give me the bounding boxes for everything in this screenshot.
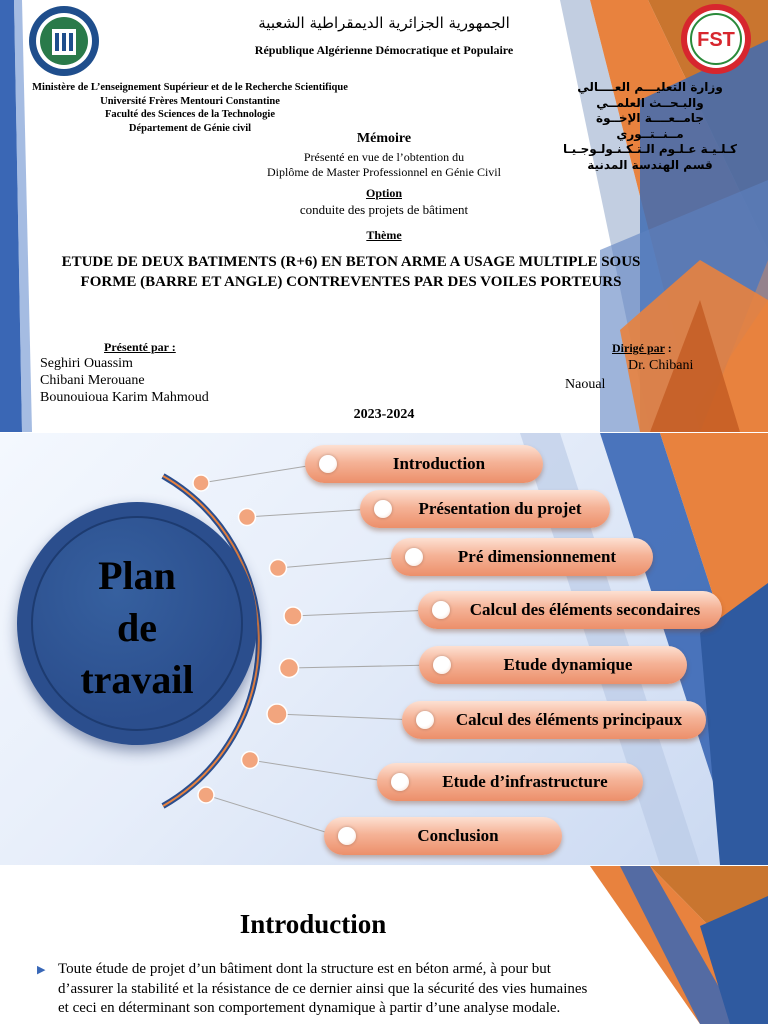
- french-republic-title: République Algérienne Démocratique et Populaire: [254, 43, 514, 57]
- presented-by-label: Présenté par :: [104, 340, 176, 354]
- bullet-dot-icon: [338, 827, 356, 845]
- plan-item-pre-dimensionnement: [391, 538, 653, 576]
- bullet-dot-icon: [391, 773, 409, 791]
- plan-item-presentation: [360, 490, 610, 528]
- plan-item-conclusion: [324, 817, 562, 855]
- memoire-title: Mémoire: [356, 131, 412, 146]
- plan-slide: [0, 433, 768, 865]
- plan-item-elements-principaux: [402, 701, 706, 739]
- faculty-logo: [680, 3, 752, 75]
- directed-by-text: Dirigé par: [612, 341, 665, 355]
- plan-title: [17, 550, 257, 706]
- supervisor-name-continued: Naoual: [565, 377, 606, 392]
- plan-item-label: Conclusion: [417, 826, 499, 845]
- plan-item-introduction: [305, 445, 543, 483]
- plan-item-label: Calcul des éléments secondaires: [469, 600, 701, 619]
- plan-item-label: Etude dynamique: [503, 655, 633, 674]
- university-logo: [28, 5, 100, 77]
- option-label: Option: [365, 186, 402, 200]
- option-value: conduite des projets de bâtiment: [299, 202, 469, 217]
- introduction-text: Toute étude de projet d’un bâtiment dont la structure est en béton armé, à pour but d’assurer la stabilité et la résistance de ce dernier ainsi que la sécurité des vies humaines et ceci en déterminant son comportement dynamique à partir d’une analyse modale.: [58, 961, 588, 1016]
- ministry-block: [10, 81, 370, 135]
- arabic-republic-title: الجمهورية الجزائرية الديمقراطية الشعبية: [258, 14, 510, 32]
- arabic-line: قسم الهندسة المدنية: [587, 157, 713, 172]
- plan-item-infrastructure: [377, 763, 643, 801]
- plan-title-line: de: [117, 605, 157, 650]
- plan-title-line: travail: [80, 657, 194, 702]
- arabic-line: وزارة التعليـــم العــــالي: [577, 80, 723, 94]
- memoire-subtitle-1: Présenté en vue de l’obtention du: [303, 150, 465, 164]
- plan-item-elements-secondaires: [418, 591, 722, 629]
- supervisor-name: Dr. Chibani: [628, 358, 694, 373]
- memoire-subtitle-2: Diplôme de Master Professionnel en Génie Civil: [267, 165, 501, 179]
- arabic-line: والبـحــث العلمــي: [596, 95, 704, 110]
- plan-item-label: Calcul des éléments principaux: [455, 710, 683, 729]
- plan-item-etude-dynamique: [419, 646, 687, 684]
- academic-year: 2023-2024: [353, 407, 415, 422]
- student-name: Seghiri Ouassim: [40, 356, 133, 371]
- directed-by-colon: :: [664, 341, 672, 355]
- plan-item-label: Présentation du projet: [418, 499, 582, 518]
- faculty-line: Faculté des Sciences de la Technologie: [104, 109, 276, 120]
- introduction-slide: [0, 866, 768, 1024]
- introduction-title: Introduction: [239, 909, 387, 939]
- arabic-line: كـلـيـة عـلـوم الـتـكـنـولـوجـيـا: [562, 142, 738, 156]
- bullet-dot-icon: [405, 548, 423, 566]
- bullet-dot-icon: [416, 711, 434, 729]
- bullet-dot-icon: [433, 656, 451, 674]
- bullet-dot-icon: [432, 601, 450, 619]
- thesis-title: ETUDE DE DEUX BATIMENTS (R+6) EN BETON ARME A USAGE MULTIPLE SOUS FORME (BARRE ET ANGLE) CONTREVENTES PAR DES VOILES PORTEURS: [61, 254, 641, 290]
- university-line: Université Frères Mentouri Constantine: [100, 95, 280, 107]
- student-name: Bounouioua Karim Mahmoud: [40, 390, 209, 405]
- student-name: Chibani Merouane: [40, 373, 145, 388]
- department-line: Département de Génie civil: [128, 122, 252, 134]
- bullet-dot-icon: [374, 500, 392, 518]
- plan-title-line: Plan: [98, 553, 176, 598]
- plan-item-label: Pré dimensionnement: [457, 547, 617, 566]
- plan-item-label: Introduction: [392, 454, 486, 473]
- directed-by-label: [612, 341, 672, 356]
- faculty-logo-text: FST: [697, 29, 735, 51]
- arabic-line: جامــعــــة الإخــوة: [596, 111, 704, 125]
- cover-slide: [0, 0, 768, 432]
- plan-circle: [17, 502, 257, 745]
- theme-label: Thème: [366, 228, 402, 242]
- triangle-bullet-icon: ▶: [37, 964, 46, 976]
- arabic-line: مــنــتــوري: [616, 126, 684, 141]
- bullet-dot-icon: [319, 455, 337, 473]
- plan-item-label: Etude d’infrastructure: [442, 772, 608, 791]
- ministry-line: Ministère de L’enseignement Supérieur et de le Recherche Scientifique: [32, 82, 348, 93]
